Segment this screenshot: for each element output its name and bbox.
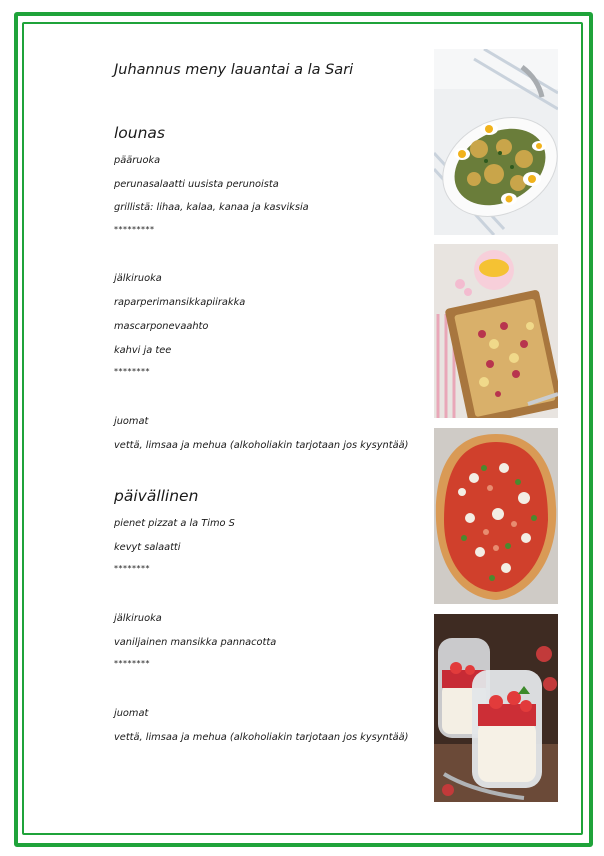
- lunch-drinks-item: vettä, limsaa ja mehua (alkoholiakin tarjotaan jos kysyntää): [114, 440, 409, 451]
- lunch-drinks-label: juomat: [114, 416, 149, 427]
- menu-title: Juhannus meny lauantai a la Sari: [114, 62, 354, 78]
- lunch-main-label: pääruoka: [114, 155, 161, 166]
- separator: ********: [114, 659, 150, 668]
- lunch-dessert-item: mascarponevaahto: [114, 321, 209, 332]
- pannacotta-photo: [434, 614, 558, 802]
- lunch-main-item: grillistä: lihaa, kalaa, kanaa ja kasviksia: [114, 202, 309, 213]
- dinner-drinks-label: juomat: [114, 708, 149, 719]
- rhubarb-pie-photo: [434, 244, 558, 418]
- dinner-dessert-item: vaniljainen mansikka pannacotta: [114, 637, 277, 648]
- lunch-dessert-item: raparperimansikkapiirakka: [114, 297, 246, 308]
- lunch-main-item: perunasalaatti uusista perunoista: [114, 179, 279, 190]
- dinner-item: kevyt salaatti: [114, 542, 181, 553]
- dinner-heading: päivällinen: [114, 487, 199, 505]
- dinner-drinks-item: vettä, limsaa ja mehua (alkoholiakin tarjotaan jos kysyntää): [114, 732, 409, 743]
- dinner-item: pienet pizzat a la Timo S: [114, 518, 235, 529]
- separator: ********: [114, 564, 150, 573]
- lunch-dessert-item: kahvi ja tee: [114, 345, 172, 356]
- separator: *********: [114, 225, 155, 234]
- separator: ********: [114, 367, 150, 376]
- dinner-dessert-label: jälkiruoka: [114, 613, 162, 624]
- potato-salad-photo: [434, 49, 558, 235]
- pizza-photo: [434, 428, 558, 604]
- lunch-dessert-label: jälkiruoka: [114, 273, 162, 284]
- lunch-heading: lounas: [114, 124, 166, 142]
